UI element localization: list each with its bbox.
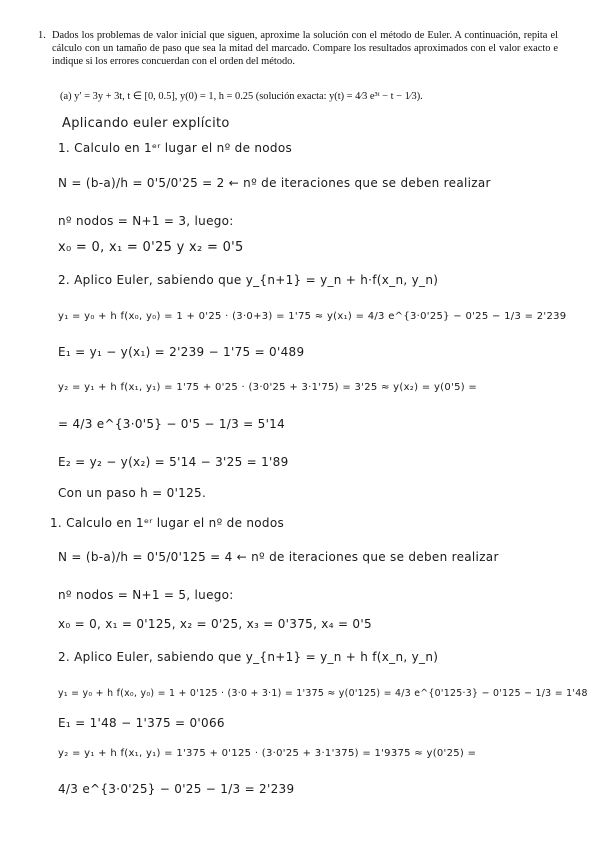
handwritten-line: Con un paso h = 0'125. [58,486,207,500]
problem-number: 1. [38,30,46,41]
problem-statement [38,30,558,102]
problem-text: Dados los problemas de valor inicial que siguen, aproxime la solución con el método de Euler. A continuación, repita el cálculo con un tamaño de paso que sea la mitad del marcado. Compare los resultados aproximados con el valor exacto e indique si los errores concuerdan con el orden del método. [52,30,558,67]
handwritten-line: nº nodos = N+1 = 3, luego: [58,214,234,228]
handwritten-line: x₀ = 0, x₁ = 0'25 y x₂ = 0'5 [58,240,244,255]
handwritten-line: E₁ = y₁ − y(x₁) = 2'239 − 1'75 = 0'489 [58,345,305,359]
problem-item-a: (a) y′ = 3y + 3t, t ∈ [0, 0.5], y(0) = 1, h = 0.25 (solución exacta: y(t) = 4⁄3 e³ᵗ − t − 1⁄3). [60,91,423,102]
handwritten-line: y₁ = y₀ + h f(x₀, y₀) = 1 + 0'25 · (3·0+3) = 1'75 ≈ y(x₁) = 4/3 e^{3·0'25} − 0'25 − 1/3 = 2'239 [58,311,567,322]
handwritten-line: N = (b-a)/h = 0'5/0'25 = 2 ← nº de iteraciones que se deben realizar [58,176,491,190]
handwritten-line: N = (b-a)/h = 0'5/0'125 = 4 ← nº de iteraciones que se deben realizar [58,550,499,564]
handwritten-line: 4/3 e^{3·0'25} − 0'25 − 1/3 = 2'239 [58,782,295,796]
handwritten-line: 1. Calculo en 1ᵉʳ lugar el nº de nodos [58,141,293,155]
handwritten-line: 1. Calculo en 1ᵉʳ lugar el nº de nodos [50,516,285,530]
handwritten-line: y₁ = y₀ + h f(x₀, y₀) = 1 + 0'125 · (3·0 + 3·1) = 1'375 ≈ y(0'125) = 4/3 e^{0'125·3} − 0'125 − 1/3 = 1'48 [58,688,588,699]
handwritten-line: E₂ = y₂ − y(x₂) = 5'14 − 3'25 = 1'89 [58,455,289,469]
handwritten-line: E₁ = 1'48 − 1'375 = 0'066 [58,716,225,730]
handwritten-line: x₀ = 0, x₁ = 0'125, x₂ = 0'25, x₃ = 0'375, x₄ = 0'5 [58,617,372,631]
handwritten-line: 2. Aplico Euler, sabiendo que y_{n+1} = y_n + h·f(x_n, y_n) [58,273,439,287]
handwritten-line: nº nodos = N+1 = 5, luego: [58,588,234,602]
handwritten-line: y₂ = y₁ + h f(x₁, y₁) = 1'375 + 0'125 · (3·0'25 + 3·1'375) = 1'9375 ≈ y(0'25) = [58,748,477,759]
handwritten-line: Aplicando euler explícito [62,116,230,131]
handwritten-line: y₂ = y₁ + h f(x₁, y₁) = 1'75 + 0'25 · (3·0'25 + 3·1'75) = 3'25 ≈ y(x₂) = y(0'5) = [58,382,478,393]
handwritten-line: 2. Aplico Euler, sabiendo que y_{n+1} = y_n + h f(x_n, y_n) [58,650,439,664]
handwritten-line: = 4/3 e^{3·0'5} − 0'5 − 1/3 = 5'14 [58,417,286,431]
